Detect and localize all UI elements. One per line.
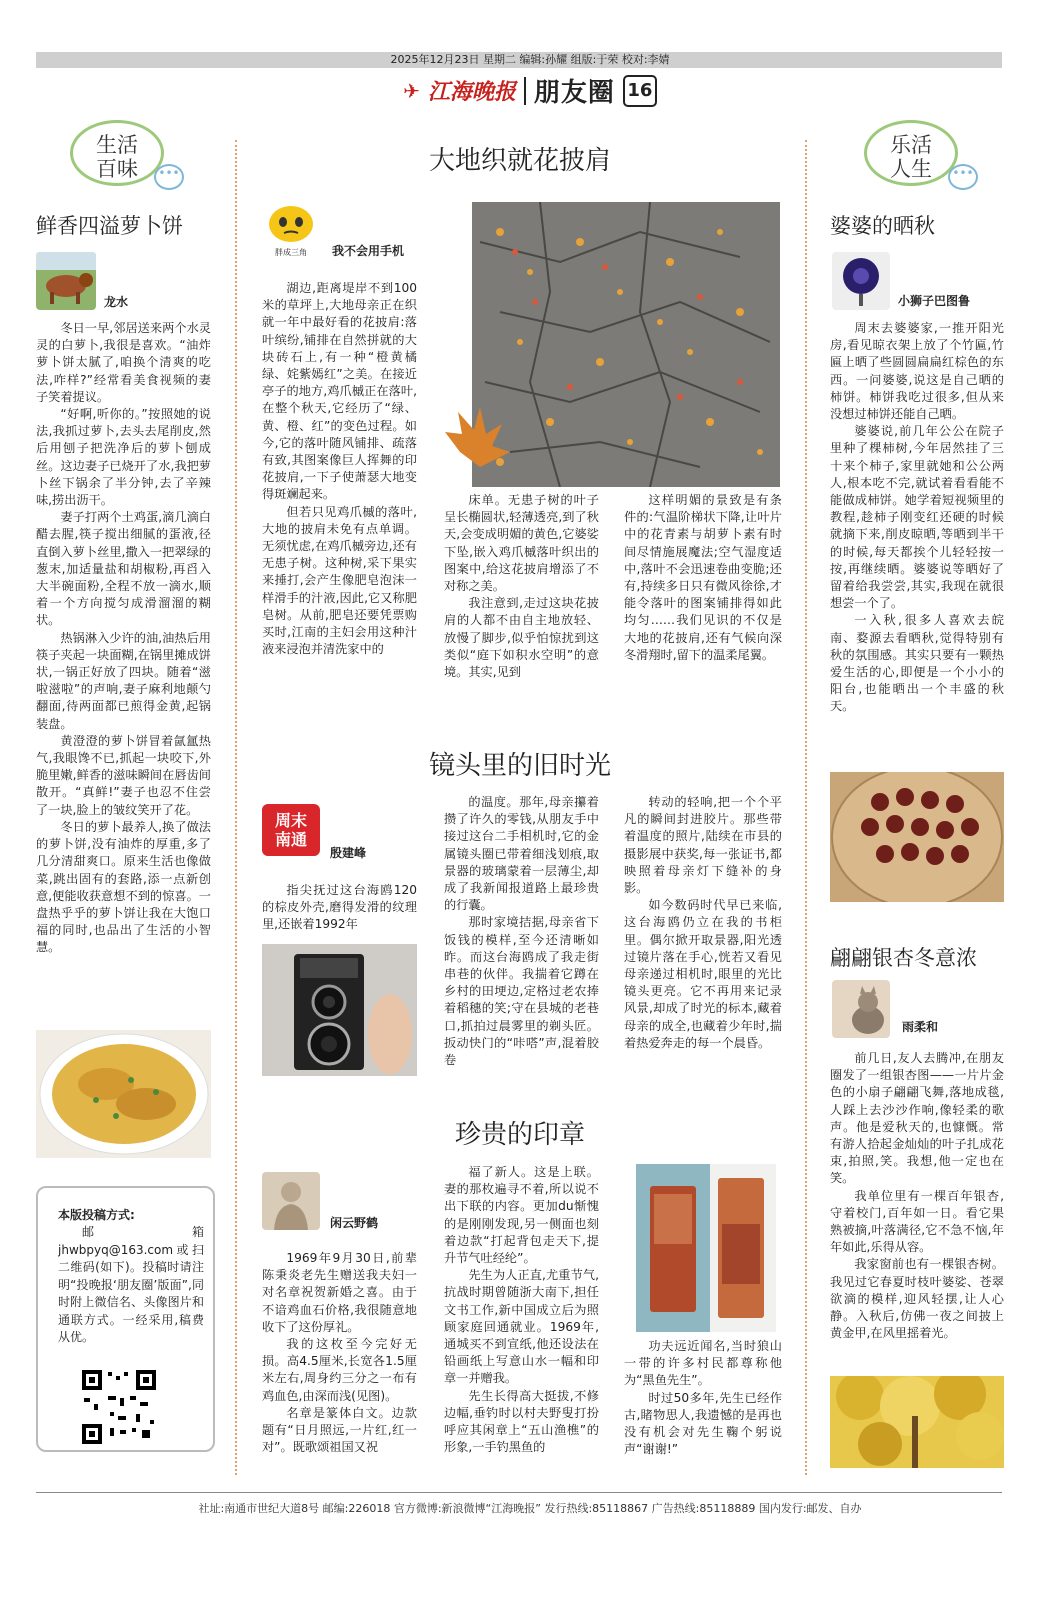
bubble-happy-life — [864, 120, 958, 186]
article2-col3 — [624, 794, 782, 1078]
tag-line-1: 周末 — [274, 811, 307, 830]
right-story2-body — [830, 1050, 1004, 1368]
section-name: 朋友圈 — [533, 78, 615, 108]
paragraph: 的温度。那年,母亲攥着攒了许久的零钱,从朋友手中接过这台二手相机时,它的金属镜头圈已带着细浅划痕,取景器的玻璃蒙着一层薄尘,却成了我新闻报道路上最珍贵的行囊。 — [444, 795, 599, 913]
photo-radish-pancake — [36, 1030, 211, 1158]
paragraph: 我单位里有一棵百年银杏,守着校门,百年如一日。看它果熟被摘,叶落满径,它不急不恼,年年如此,乐得从容。 — [830, 1188, 1004, 1255]
paragraph: 一入秋,很多人喜欢去皖南、婺源去看晒秋,觉得特别有秋的氛围感。其实只要有一颗热爱生活的心,即便是一个小小的阳台,也能晒出一个丰盛的秋天。 — [830, 613, 1004, 714]
paragraph: 床单。无患子树的叶子呈长椭圆状,轻薄透亮,到了秋天,会变成明媚的黄色,它婆娑下坠,嵌入鸡爪槭落叶织出的图案中,给这花披肩增添了不对称之美。 — [444, 493, 599, 594]
chat-bubble-icon: ••• — [154, 164, 184, 190]
avatar-cow — [36, 252, 96, 310]
paragraph: 前几日,友人去腾冲,在朋友圈发了一组银杏图——一片片金色的小扇子翩翩飞舞,落地成毯,人踩上去沙沙作响,像轻柔的歌声。他是爱秋天的,也慷慨。常有游人拾起金灿灿的叶子扎成花束,拍照,笑。我想,他一定也在笑。 — [830, 1051, 1004, 1186]
paragraph: 那时家境拮据,母亲省下饭钱的模样,至今还清晰如昨。而这台海鸥成了我走街串巷的伙伴。我揣着它蹲在乡村的田埂边,定格过老农捧着稻穗的笑;守在县城的老巷口,抓拍过晨雾里的剃头匠。扳动快门的“咔嗒”声,混着胶卷 — [444, 915, 599, 1068]
divider-right — [805, 140, 807, 1475]
article1-col3 — [624, 492, 782, 708]
bubble-line-1: 生活 — [96, 133, 138, 157]
tag-weekend-nantong — [262, 804, 320, 856]
paragraph: 转动的轻响,把一个个平凡的瞬间封进胶片。那些带着温度的照片,陆续在市县的摄影展中获奖,每一张证书,都映照着母亲灯下缝补的身影。 — [624, 795, 782, 896]
submission-title: 本版投稿方式: — [58, 1208, 135, 1222]
right-story1-title: 婆婆的晒秋 — [830, 214, 935, 238]
footer-info: 社址:南通市世纪大道8号 邮编:226018 官方微博:新浪微博“江海晚报” 发行热线:85118867 广告热线:85118889 国内发行:邮发、自办 — [198, 1502, 862, 1515]
photo-seagull-camera — [262, 944, 417, 1076]
photo-fallen-leaves — [440, 202, 780, 487]
paragraph: 婆婆说,前几年公公在院子里种了棵柿树,今年居然挂了三十来个柿子,家里就她和公公两人,根本吃不完,就试着看看能不能做成柿饼。她学着短视频里的教程,趁柿子刚变红还硬的时候就摘下来,削皮晾晒,等晒到半干的时候,每天都挨个儿轻轻按一按,再继续晒。婆婆说等晒好了留着给我尝尝,其实,我现在就很想尝一个了。 — [830, 424, 1004, 611]
right-story1-body — [830, 320, 1004, 764]
masthead-divider — [524, 77, 526, 105]
paragraph: 我的这枚至今完好无损。高4.5厘米,长宽各1.5厘米左右,周身约三分之一布有鸡血色,由深而浅(见图)。 — [262, 1337, 417, 1403]
article3-col3 — [624, 1338, 782, 1466]
article1-title: 大地织就花披肩 — [428, 146, 611, 176]
avatar-lion — [832, 252, 890, 310]
left-story-title: 鲜香四溢萝卜饼 — [36, 214, 183, 238]
bubble-line-2: 人生 — [890, 157, 932, 181]
paragraph: 功夫远近闻名,当时狼山一带的许多村民都尊称他为“黑鱼先生”。 — [624, 1339, 782, 1388]
bubble-life-flavor — [70, 120, 164, 186]
paragraph: 时过50多年,先生已经作古,睹物思人,我遗憾的是再也没有机会对先生鞠个躬说声“谢谢!” — [624, 1390, 782, 1457]
paragraph: 如今数码时代早已来临,这台海鸥仍立在我的书柜里。偶尔掀开取景器,阳光透过镜片落在手心,恍若又看见母亲递过相机时,眼里的光比镜头更亮。它不再用来记录风景,却成了时光的标本,藏着母亲的成全,也藏着少年时,揣着热爱奔走的每一个晨昏。 — [624, 898, 782, 1050]
article2-col2 — [444, 794, 599, 1078]
footer-rule — [36, 1492, 1002, 1493]
left-story-body — [36, 320, 211, 1020]
dateline: 2025年12月23日 星期二 编辑:孙耀 组版:于荣 校对:李婧 — [390, 53, 670, 66]
page-number: 16 — [623, 75, 657, 107]
paper-logo-icon: ✈ — [403, 78, 420, 103]
paragraph: 冬日的萝卜最养人,换了做法的萝卜饼,没有油炸的厚重,多了几分清甜爽口。原来生活也像做菜,跳出固有的套路,添一点新创意,便能收获意想不到的惊喜。一盘热乎乎的萝卜饼让我在大饱口福的同时,也品出了生活的小智慧。 — [36, 819, 211, 955]
article1-col2 — [444, 492, 599, 708]
paragraph: 周末去婆婆家,一推开阳光房,看见晾衣架上放了个竹匾,竹匾上晒了些圆圆扁扁红棕色的东西。一问婆婆,说这是自己晒的柿饼。柿饼我吃过很多,但从来没想过柿饼还能自己晒。 — [830, 321, 1004, 422]
paragraph: 妻子打两个土鸡蛋,滴几滴白醋去腥,筷子搅出细腻的蛋液,径直倒入萝卜丝里,撒入一把翠绿的葱末,加适量盐和胡椒粉,再舀入大半碗面粉,全程不放一滴水,顺着一个方向搅匀成滑溜溜的糊状。 — [36, 510, 211, 628]
avatar-statue — [262, 1172, 320, 1230]
article2-title: 镜头里的旧时光 — [428, 751, 611, 781]
paragraph: 黄澄澄的萝卜饼冒着氤氲热气,我眼馋不已,抓起一块咬下,外脆里嫩,鲜香的滋味瞬间在唇齿间散开。“真鲜!”妻子也忍不住尝了一块,脸上的皱纹笑开了花。 — [36, 733, 211, 817]
photo-seal-stones — [636, 1164, 776, 1332]
paragraph: 福了新人。这是上联。妻的那枚遍寻不着,所以说不出下联的内容。更加du惭愧的是刚刚发现,另一侧面也刻着边款“打起背包走天下,提升节气吐经纶”。 — [444, 1165, 599, 1266]
paragraph: 我注意到,走过这块花披肩的人都不由自主地放轻、放慢了脚步,似乎怕惊扰到这类似“庭下如积水空明”的意境。其实,见到 — [444, 596, 599, 680]
avatar-caption: 胖成三角 — [275, 248, 307, 257]
article3-title: 珍贵的印章 — [454, 1120, 585, 1150]
article1-author: 我不会用手机 — [332, 244, 405, 258]
paragraph: 指尖抚过这台海鸥120的棕皮外壳,磨得发滑的纹理里,还嵌着1992年 — [262, 883, 417, 932]
paragraph: 1969年9月30日,前辈陈秉炎老先生赠送我夫妇一对名章祝贺新婚之喜。由于不谙鸡血石价格,我很随意地收下了这份厚礼。 — [262, 1251, 417, 1334]
article3-col2 — [444, 1164, 599, 1466]
paragraph: 我家窗前也有一棵银杏树。我见过它春夏时枝叶婆娑、苍翠欲滴的模样,迎风轻摆,让人心静。入秋后,仿佛一夜之间披上黄金甲,在风里摇着光。 — [830, 1257, 1004, 1341]
article1-col1 — [262, 280, 417, 700]
avatar-cat — [832, 980, 890, 1038]
paragraph: 这样明媚的景致是有条件的:气温阶梯状下降,让叶片中的花青素与胡萝卜素有时间尽情施展魔法;空气湿度适中,落叶不会迅速卷曲变脆;还有,持续多日只有微风徐徐,才能令落叶的图案铺排得如此均匀……我们见识的不仅是大地的花披肩,还有气候向深冬滑翔时,留下的温柔尾翼。 — [624, 493, 782, 662]
paragraph: 先生为人正直,尤重节气,抗战时期曾随浙大南下,担任文书工作,新中国成立后为照顾家庭回通就业。1969年,通城买不到宣纸,他还设法在铅画纸上写意山水一幅和印章一并赠我。 — [444, 1268, 599, 1386]
submission-text: 邮箱jhwbpyq@163.com或扫二维码(如下)。投稿时请注明“投晚报‘朋友圈’版面”,同时附上微信名、头像图片和通联方式。一经采用,稿费从优。 — [58, 1225, 204, 1344]
paragraph: 冬日一早,邻居送来两个水灵灵的白萝卜,我很是喜欢。“油炸萝卜饼太腻了,咱换个清爽的吃法,咋样?”经常看美食视频的妻子笑着提议。 — [36, 321, 211, 404]
bubble-line-2: 百味 — [96, 157, 138, 181]
qr-code-icon[interactable] — [80, 1368, 158, 1446]
photo-dried-persimmons — [830, 772, 1004, 902]
paragraph: 名章是篆体白文。边款题有“日月照远,一片红,红一对”。既歌颂祖国又祝 — [262, 1405, 417, 1455]
paragraph: 但若只见鸡爪槭的落叶,大地的披肩未免有点单调。无须忧虑,在鸡爪槭旁边,还有无患子树。这种树,采下果实来捶打,会产生像肥皂泡沫一样滑手的汁液,因此,它又称肥皂树。从前,肥皂还要凭票购买时,江南的主妇会用这种汁液来浸泡并清洗家中的 — [262, 504, 417, 657]
submission-box — [36, 1186, 215, 1452]
chat-bubble-icon: ••• — [948, 164, 978, 190]
article2-author: 殷建峰 — [330, 846, 367, 860]
divider-left — [235, 140, 237, 1475]
paragraph: 先生长得高大挺拔,不修边幅,垂钓时以村夫野叟打扮呼应其闲章上“五山渔樵”的形象,一手钓黑鱼的 — [444, 1388, 599, 1455]
left-story-author: 龙水 — [104, 295, 129, 309]
right-story2-title: 翩翩银杏冬意浓 — [830, 946, 977, 970]
avatar-emoji — [262, 202, 320, 256]
article3-author: 闲云野鹤 — [330, 1216, 379, 1230]
right-story1-author: 小狮子巴图鲁 — [898, 294, 971, 308]
paper-name: 江海晚报 — [427, 79, 516, 105]
paragraph: 热锅淋入少许的油,油热后用筷子夹起一块面糊,在锅里摊成饼状,一锅正好放了四块。随着“滋啦滋啦”的声响,妻子麻利地颠勺翻面,待两面都已煎得金黄,起锅装盘。 — [36, 630, 211, 731]
tag-line-2: 南通 — [274, 830, 307, 849]
article2-col1 — [262, 882, 417, 936]
paragraph: “好啊,听你的。”按照她的说法,我抓过萝卜,去头去尾削皮,然后用刨子把洗净后的萝卜刨成丝。这边妻子已烧开了水,我把萝卜丝下锅余了半分钟,去了辛辣味,捞出沥干。 — [36, 407, 211, 508]
paragraph: 湖边,距离堤岸不到100米的草坪上,大地母亲正在织就一年中最好看的花披肩:落叶缤纷,铺排在自然拼就的大块砖石上,有一种“橙黄橘绿、姹紫嫣红”之美。在接近亭子的地方,鸡爪槭正在落叶,在整个秋天,它经历了“绿、黄、橙、红”的变色过程。如今,它的落叶随风铺排、疏落有致,其图案像巨人挥舞的印花披肩,一下子使萧瑟大地变得斑斓起来。 — [262, 281, 417, 502]
masthead — [0, 72, 1060, 106]
photo-ginkgo-tree — [830, 1376, 1004, 1468]
right-story2-author: 雨柔和 — [902, 1020, 939, 1034]
bubble-line-1: 乐活 — [890, 133, 932, 157]
article3-col1 — [262, 1250, 417, 1466]
